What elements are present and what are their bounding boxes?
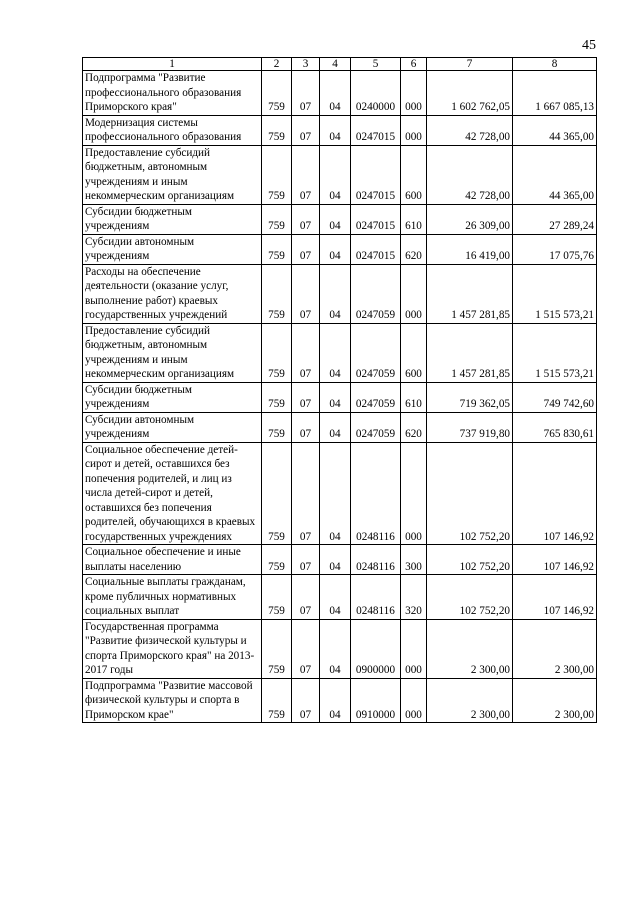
row-name-cell: Социальное обеспечение и иные выплаты населению: [83, 545, 262, 575]
amount-year1-cell: 102 752,20: [427, 575, 513, 620]
section-code-cell: 07: [292, 442, 320, 545]
ved-code-cell: 759: [262, 382, 292, 412]
target-article-cell: 0248116: [351, 442, 401, 545]
subsection-code-cell: 04: [320, 234, 351, 264]
header-cell: 1: [83, 58, 262, 71]
subsection-code-cell: 04: [320, 115, 351, 145]
ved-code-cell: 759: [262, 323, 292, 382]
header-cell: 4: [320, 58, 351, 71]
subsection-code-cell: 04: [320, 204, 351, 234]
header-cell: 7: [427, 58, 513, 71]
row-name-cell: Субсидии бюджетным учреждениям: [83, 204, 262, 234]
row-name-cell: Подпрограмма "Развитие профессионального образования Приморского края": [83, 71, 262, 116]
expense-type-cell: 000: [401, 71, 427, 116]
amount-year2-cell: 107 146,92: [513, 575, 597, 620]
section-code-cell: 07: [292, 545, 320, 575]
table-row: [83, 575, 597, 620]
expense-type-cell: 620: [401, 234, 427, 264]
table-row: [83, 264, 597, 323]
subsection-code-cell: 04: [320, 145, 351, 204]
target-article-cell: 0248116: [351, 545, 401, 575]
table-row: [83, 678, 597, 723]
section-code-cell: 07: [292, 71, 320, 116]
row-name-cell: Субсидии автономным учреждениям: [83, 234, 262, 264]
amount-year2-cell: 1 515 573,21: [513, 323, 597, 382]
target-article-cell: 0248116: [351, 575, 401, 620]
ved-code-cell: 759: [262, 204, 292, 234]
ved-code-cell: 759: [262, 442, 292, 545]
expense-type-cell: 610: [401, 382, 427, 412]
amount-year2-cell: 107 146,92: [513, 442, 597, 545]
amount-year1-cell: 2 300,00: [427, 619, 513, 678]
section-code-cell: 07: [292, 115, 320, 145]
ved-code-cell: 759: [262, 264, 292, 323]
expense-type-cell: 300: [401, 545, 427, 575]
row-name-cell: Социальные выплаты гражданам, кроме публичных нормативных социальных выплат: [83, 575, 262, 620]
section-code-cell: 07: [292, 145, 320, 204]
section-code-cell: 07: [292, 382, 320, 412]
target-article-cell: 0247015: [351, 115, 401, 145]
row-name-cell: Предоставление субсидий бюджетным, автономным учреждениям и иным некоммерческим организациям: [83, 145, 262, 204]
page-number: 45: [582, 38, 596, 53]
amount-year1-cell: 2 300,00: [427, 678, 513, 723]
subsection-code-cell: 04: [320, 442, 351, 545]
row-name-cell: Субсидии бюджетным учреждениям: [83, 382, 262, 412]
target-article-cell: 0247059: [351, 264, 401, 323]
amount-year1-cell: 42 728,00: [427, 115, 513, 145]
subsection-code-cell: 04: [320, 678, 351, 723]
section-code-cell: 07: [292, 234, 320, 264]
budget-table: [82, 57, 597, 723]
table-row: [83, 545, 597, 575]
amount-year2-cell: 1 515 573,21: [513, 264, 597, 323]
table-row: [83, 145, 597, 204]
section-code-cell: 07: [292, 412, 320, 442]
amount-year2-cell: 44 365,00: [513, 115, 597, 145]
amount-year1-cell: 42 728,00: [427, 145, 513, 204]
header-cell: 3: [292, 58, 320, 71]
row-name-cell: Модернизация системы профессионального образования: [83, 115, 262, 145]
table-row: [83, 382, 597, 412]
amount-year2-cell: 2 300,00: [513, 619, 597, 678]
expense-type-cell: 600: [401, 145, 427, 204]
row-name-cell: Расходы на обеспечение деятельности (оказание услуг, выполнение работ) краевых государственных учреждений: [83, 264, 262, 323]
expense-type-cell: 000: [401, 264, 427, 323]
target-article-cell: 0247059: [351, 323, 401, 382]
target-article-cell: 0910000: [351, 678, 401, 723]
expense-type-cell: 320: [401, 575, 427, 620]
subsection-code-cell: 04: [320, 575, 351, 620]
table-row: [83, 412, 597, 442]
target-article-cell: 0247059: [351, 382, 401, 412]
ved-code-cell: 759: [262, 575, 292, 620]
amount-year1-cell: 102 752,20: [427, 545, 513, 575]
target-article-cell: 0240000: [351, 71, 401, 116]
ved-code-cell: 759: [262, 412, 292, 442]
subsection-code-cell: 04: [320, 71, 351, 116]
subsection-code-cell: 04: [320, 323, 351, 382]
section-code-cell: 07: [292, 204, 320, 234]
subsection-code-cell: 04: [320, 545, 351, 575]
expense-type-cell: 000: [401, 678, 427, 723]
subsection-code-cell: 04: [320, 412, 351, 442]
subsection-code-cell: 04: [320, 382, 351, 412]
ved-code-cell: 759: [262, 71, 292, 116]
subsection-code-cell: 04: [320, 619, 351, 678]
table-row: [83, 234, 597, 264]
section-code-cell: 07: [292, 575, 320, 620]
ved-code-cell: 759: [262, 145, 292, 204]
table-row: [83, 323, 597, 382]
expense-type-cell: 600: [401, 323, 427, 382]
ved-code-cell: 759: [262, 619, 292, 678]
amount-year1-cell: 1 457 281,85: [427, 323, 513, 382]
amount-year2-cell: 2 300,00: [513, 678, 597, 723]
header-cell: 5: [351, 58, 401, 71]
row-name-cell: Государственная программа "Развитие физической культуры и спорта Приморского края" на 2013-2017 годы: [83, 619, 262, 678]
header-cell: 2: [262, 58, 292, 71]
target-article-cell: 0247015: [351, 204, 401, 234]
expense-type-cell: 000: [401, 619, 427, 678]
section-code-cell: 07: [292, 619, 320, 678]
row-name-cell: Субсидии автономным учреждениям: [83, 412, 262, 442]
ved-code-cell: 759: [262, 545, 292, 575]
target-article-cell: 0247015: [351, 145, 401, 204]
header-row: [83, 58, 597, 71]
header-cell: 8: [513, 58, 597, 71]
section-code-cell: 07: [292, 264, 320, 323]
ved-code-cell: 759: [262, 678, 292, 723]
table-row: [83, 442, 597, 545]
expense-type-cell: 000: [401, 442, 427, 545]
amount-year1-cell: 1 457 281,85: [427, 264, 513, 323]
target-article-cell: 0247059: [351, 412, 401, 442]
amount-year1-cell: 26 309,00: [427, 204, 513, 234]
target-article-cell: 0900000: [351, 619, 401, 678]
table-row: [83, 71, 597, 116]
target-article-cell: 0247015: [351, 234, 401, 264]
amount-year1-cell: 737 919,80: [427, 412, 513, 442]
expense-type-cell: 610: [401, 204, 427, 234]
amount-year1-cell: 102 752,20: [427, 442, 513, 545]
row-name-cell: Социальное обеспечение детей-сирот и детей, оставшихся без попечения родителей, и лиц из числа детей-сирот и детей, оставшихся без попечения родителей, обучающихся в краевых государственных учреждениях: [83, 442, 262, 545]
amount-year2-cell: 44 365,00: [513, 145, 597, 204]
section-code-cell: 07: [292, 323, 320, 382]
header-cell: 6: [401, 58, 427, 71]
expense-type-cell: 000: [401, 115, 427, 145]
amount-year2-cell: 765 830,61: [513, 412, 597, 442]
amount-year1-cell: 16 419,00: [427, 234, 513, 264]
ved-code-cell: 759: [262, 234, 292, 264]
amount-year2-cell: 749 742,60: [513, 382, 597, 412]
amount-year1-cell: 1 602 762,05: [427, 71, 513, 116]
amount-year2-cell: 1 667 085,13: [513, 71, 597, 116]
expense-type-cell: 620: [401, 412, 427, 442]
row-name-cell: Предоставление субсидий бюджетным, автономным учреждениям и иным некоммерческим организациям: [83, 323, 262, 382]
section-code-cell: 07: [292, 678, 320, 723]
subsection-code-cell: 04: [320, 264, 351, 323]
table-row: [83, 619, 597, 678]
table-row: [83, 204, 597, 234]
amount-year2-cell: 107 146,92: [513, 545, 597, 575]
table-row: [83, 115, 597, 145]
amount-year2-cell: 27 289,24: [513, 204, 597, 234]
ved-code-cell: 759: [262, 115, 292, 145]
amount-year2-cell: 17 075,76: [513, 234, 597, 264]
row-name-cell: Подпрограмма "Развитие массовой физической культуры и спорта в Приморском крае": [83, 678, 262, 723]
amount-year1-cell: 719 362,05: [427, 382, 513, 412]
